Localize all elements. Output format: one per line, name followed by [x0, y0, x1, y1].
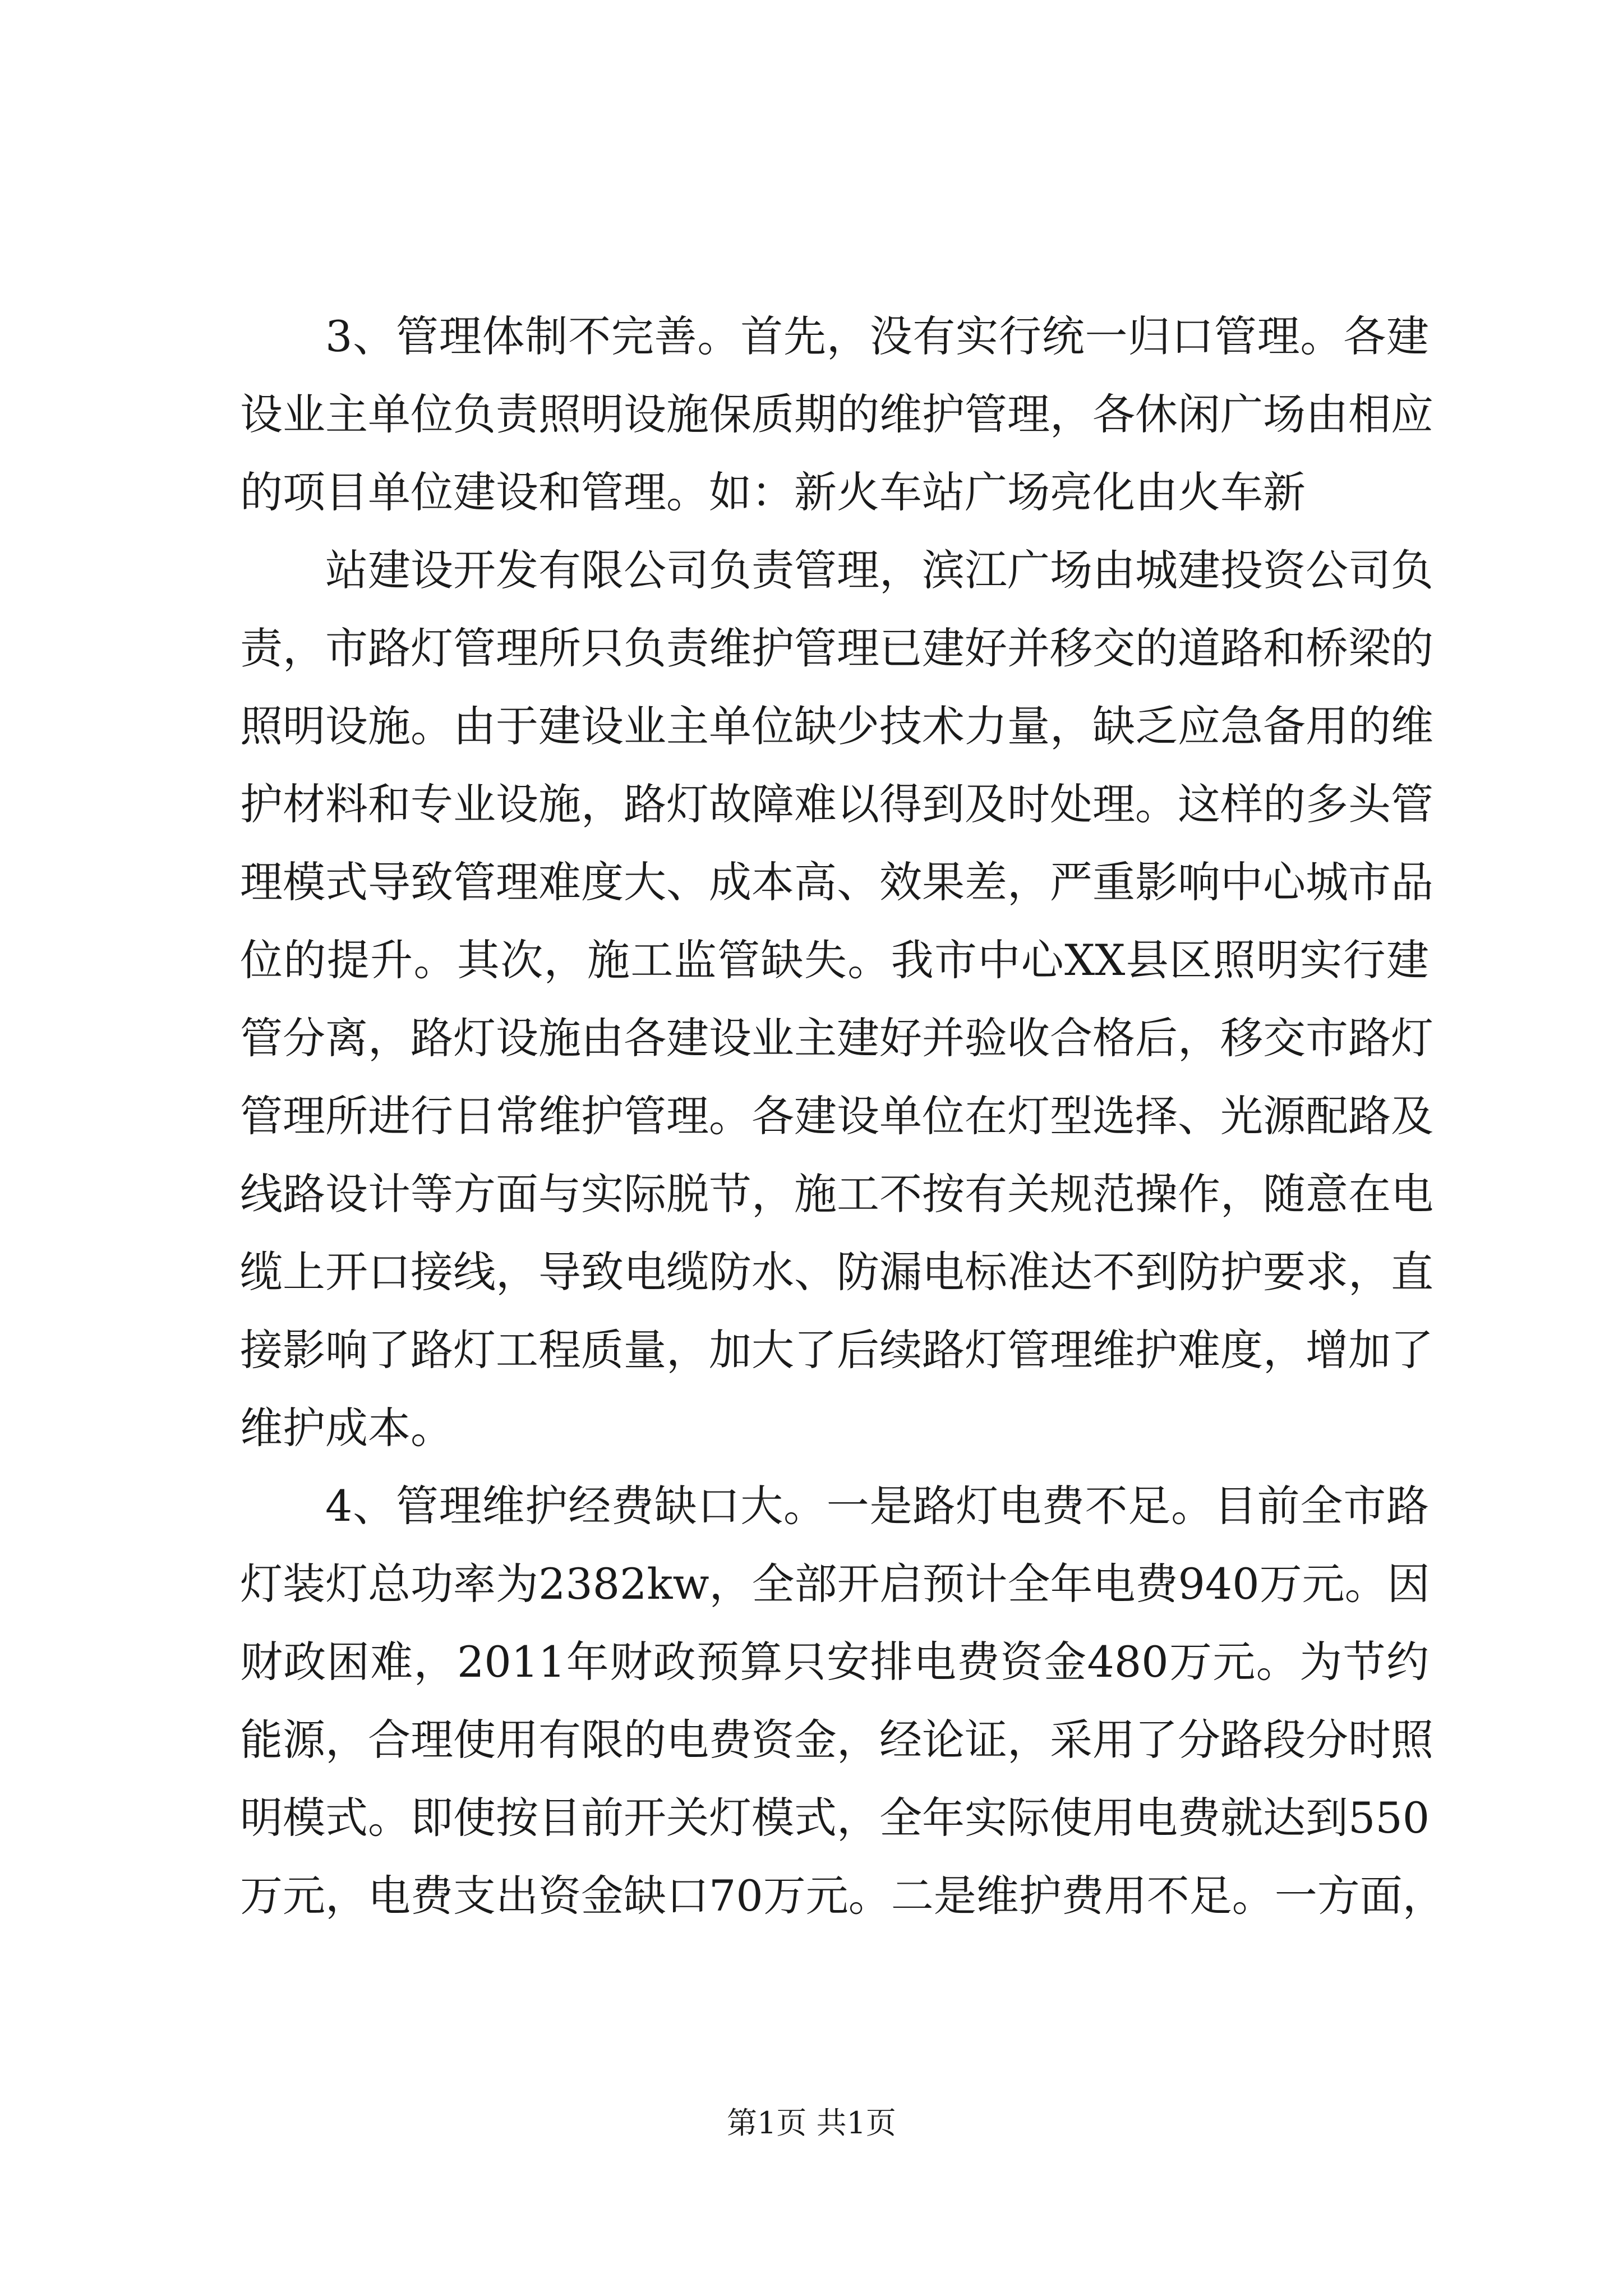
- page-footer: 第1页 共1页: [727, 2105, 896, 2141]
- paragraph-line: 管理所进行日常维护管理。各建设单位在灯型选择、光源配路及: [240, 1091, 1433, 1141]
- paragraph-line: 维护成本。: [240, 1403, 453, 1453]
- paragraph-line: 设业主单位负责照明设施保质期的维护管理，各休闲广场由相应: [240, 389, 1433, 439]
- paragraph-line: 站建设开发有限公司负责管理，滨江广场由城建投资公司负: [325, 545, 1433, 595]
- paragraph-line: 管分离，路灯设施由各建设业主建好并验收合格后，移交市路灯: [240, 1013, 1433, 1063]
- paragraph-line: 责，市路灯管理所只负责维护管理已建好并移交的道路和桥梁的: [240, 623, 1433, 673]
- document-body: [240, 297, 1445, 1935]
- paragraph-line: 3、管理体制不完善。首先，没有实行统一归口管理。各建: [325, 311, 1429, 361]
- paragraph-line: 缆上开口接线，导致电缆防水、防漏电标准达不到防护要求，直: [240, 1247, 1433, 1297]
- paragraph-line: 能源，合理使用有限的电费资金，经论证，采用了分路段分时照: [240, 1715, 1433, 1765]
- paragraph-line: 线路设计等方面与实际脱节，施工不按有关规范操作，随意在电: [240, 1169, 1433, 1219]
- paragraph-line: 4、管理维护经费缺口大。一是路灯电费不足。目前全市路: [325, 1481, 1429, 1531]
- paragraph-line: 灯装灯总功率为2382kw，全部开启预计全年电费940万元。因: [240, 1559, 1430, 1609]
- paragraph-line: 明模式。即使按目前开关灯模式，全年实际使用电费就达到550: [240, 1793, 1430, 1843]
- paragraph-line: 位的提升。其次，施工监管缺失。我市中心XX县区照明实行建: [240, 935, 1429, 985]
- paragraph-line: 接影响了路灯工程质量，加大了后续路灯管理维护难度，增加了: [240, 1325, 1433, 1375]
- paragraph-line: 的项目单位建设和管理。如：新火车站广场亮化由火车新: [240, 467, 1306, 517]
- paragraph-line: 万元，电费支出资金缺口70万元。二是维护费用不足。一方面，: [240, 1871, 1445, 1921]
- paragraph-line: 财政困难，2011年财政预算只安排电费资金480万元。为节约: [240, 1637, 1429, 1687]
- paragraph-line: 理模式导致管理难度大、成本高、效果差，严重影响中心城市品: [240, 857, 1433, 907]
- paragraph-line: 护材料和专业设施，路灯故障难以得到及时处理。这样的多头管: [240, 779, 1433, 829]
- paragraph-line: 照明设施。由于建设业主单位缺少技术力量，缺乏应急备用的维: [240, 701, 1433, 751]
